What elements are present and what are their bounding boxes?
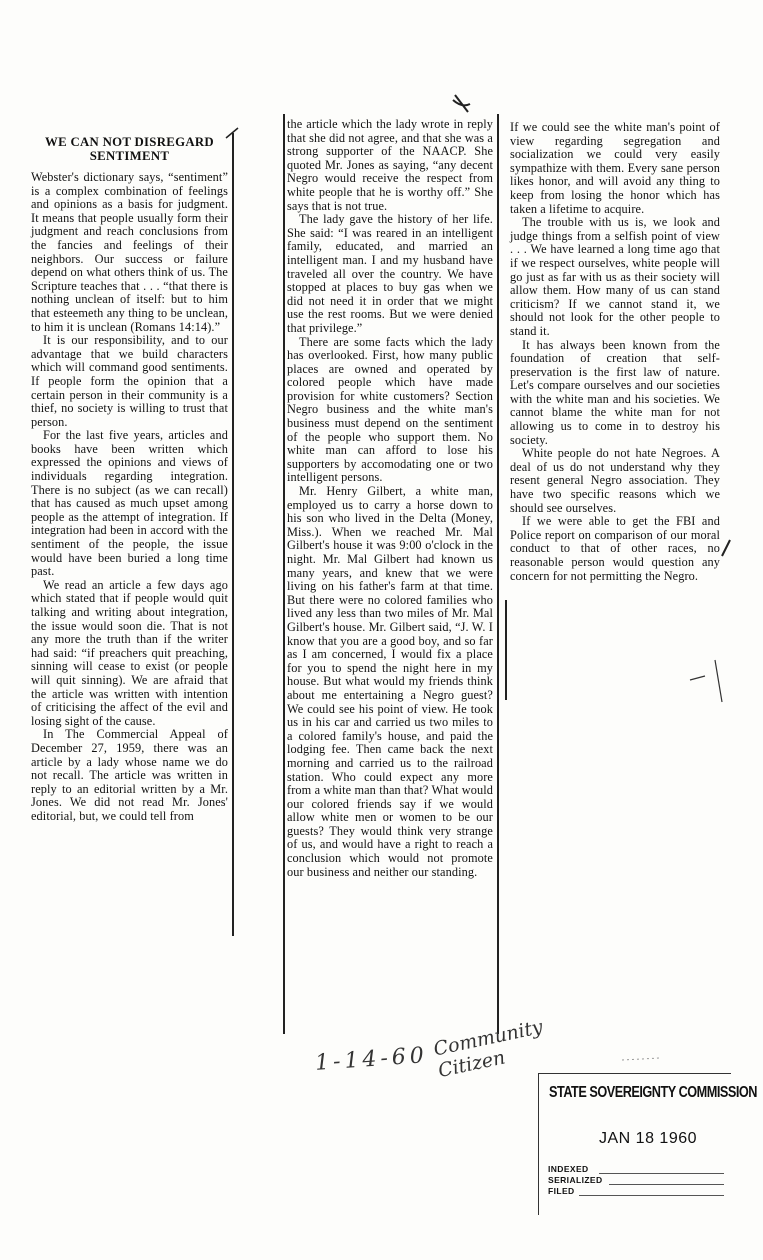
paragraph: Mr. Henry Gilbert, a white man, employed us to carry a horse down to his son who lived in the Delta (Money, Miss.). When we reached Mr. Mal Gilbert's house it was 9:00 o'clock in the night. Mr. Mal Gilbert had known us many years, and knew that we were living on his father's farm at that time. But there were no colored families who lived any less than two miles of Mr. Mal Gilbert's house. Mr. Gilbert said, “J. W. I know that you are a good boy, and so far as I am concerned, I would fix a place for you to spend the night here in my house. But what would my friends think about me entertaining a Negro guest? We could see his point of view. He took us in his car and carried us two miles to a colored family's house, and paid the lodging fee. Then came back the next morning and carried us to the railroad station. Who could expect any more from a white man than that? What would our colored friends say if we would allow white men or women to be our guests? They would think very strange of us, and would have a right to reach a conclusion which would not promote our business and neither our standing.	[287, 484, 493, 879]
article-headline	[31, 135, 228, 163]
stamp-line	[599, 1173, 724, 1174]
paragraph: It has always been known from the foundation of creation that self-preservation is the first law of nature. Let's compare ourselves and our societies with the white man and his societies. We cannot blame the white man for not allowing us to come in to destroy his society.	[510, 337, 720, 447]
clipping-rule-left-col3	[505, 600, 507, 700]
paragraph: If we could see the white man's point of view regarding segregation and socialization we could very easily sympathize with them. Every sane person likes honor, and will avoid any thing to keep from losing the honor which has taken a lifetime to acquire.	[510, 120, 720, 216]
handwritten-source: Community Citizen	[431, 1015, 545, 1083]
stamp-line	[579, 1195, 724, 1196]
paragraph: If we were able to get the FBI and Police report on comparison of our moral conduct to that of other races, no reasonable person would question any concern for not permitting the Negro.	[510, 514, 720, 583]
paragraph: We read an article a few days ago which stated that if people would quit talking and writing about integration, the issue would soon die. That is not any more the truth than if the writer had said: “if preachers quit preaching, sinning will cease to exist (or people will quit sinning). We are afraid that the article was written with intention of criticising the affect of the evil and losing sight of the cause.	[31, 577, 228, 728]
handwritten-annotation	[314, 1015, 545, 1085]
clipping-rule-right-col2	[497, 114, 499, 1034]
clipping-rule-left-col1	[232, 133, 234, 936]
paragraph: the article which the lady wrote in reply that she did not agree, and that she was a strong supporter of the NAACP. She quoted Mr. Jones as saying, “any decent Negro would receive the respect from white people that he is worthy off.” She says that is not true.	[287, 117, 493, 213]
paragraph: The lady gave the history of her life. She said: “I was reared in an intelligent family, educated, and married an intelligent man. I and my husband have traveled all over the country. We have stopped at places to buy gas when we did not need it in order that we might use the rest rooms. But we were denied that privilege.”	[287, 212, 493, 335]
paragraph: Webster's dictionary says, “sentiment” is a complex combination of feelings and opinions as a basis for judgment. It means that people usually form their judgment and reach conclusions from the fancies and feelings of their neighbors. Our success or failure depend on what others think of us. The Scripture teaches that . . . “that there is nothing unclean of itself: but to him that esteemeth any thing to be unclean, to him it is unclean (Romans 14:14).”	[31, 170, 228, 334]
clipping-rule-left-col2	[283, 114, 285, 1034]
stamp-line	[609, 1184, 724, 1185]
article-column-3	[510, 121, 720, 583]
paragraph: It is our responsibility, and to our advantage that we build characters which will command good sentiments. If people form the opinion that a certain person in their community is a thief, no society is willing to trust that person.	[31, 333, 228, 429]
headline-line-1: WE CAN NOT DISREGARD	[45, 135, 214, 149]
article-column-1	[31, 135, 228, 824]
paragraph: The trouble with us is, we look and judge things from a selfish point of view . . . We have learned a long time ago that if we respect ourselves, white people will go just as far with us as their society will allow them. How many of us can stand criticism? If we cannot stand it, we should not look for the other people to stand it.	[510, 215, 720, 338]
headline-line-2: SENTIMENT	[89, 149, 170, 163]
article-column-2	[287, 118, 493, 879]
stamp-date: JAN 18 1960	[599, 1130, 698, 1147]
paragraph: There are some facts which the lady has overlooked. First, how many public places are owned and operated by colored people which have made provision for white customers? Section Negro business and the white man's business must depend on the sentiment of the people who support them. No white man can afford to lose his supporters by accomodating one or two intelligent persons.	[287, 334, 493, 485]
stamp-label-serialized: SERIALIZED	[548, 1175, 603, 1185]
stamp-label-filed: FILED	[548, 1186, 575, 1196]
handwritten-date: 1-14-60	[314, 1043, 429, 1076]
commission-stamp	[538, 1073, 757, 1215]
stamp-label-indexed: INDEXED	[548, 1164, 589, 1174]
paragraph: In The Commercial Appeal of December 27, 1959, there was an article by a lady whose name we do not recall. The article was written in reply to an editorial written by a Mr. Jones. We did not read Mr. Jones' editorial, but, we could tell from	[31, 727, 228, 823]
stamp-title: STATE SOVEREIGNTY COMMISSION	[549, 1084, 757, 1101]
paragraph: White people do not hate Negroes. A deal of us do not understand why they resent general Negro association. They have two specific reasons which we should see ourselves.	[510, 446, 720, 515]
paragraph: For the last five years, articles and books have been written which expressed the opinions and views of individuals regarding integration. There is no subject (as we can recall) that has caused as much upset among people as the attempt of integration. If integration had been in accord with the sentiment of the people, the issue would have been buried a long time past.	[31, 428, 228, 579]
